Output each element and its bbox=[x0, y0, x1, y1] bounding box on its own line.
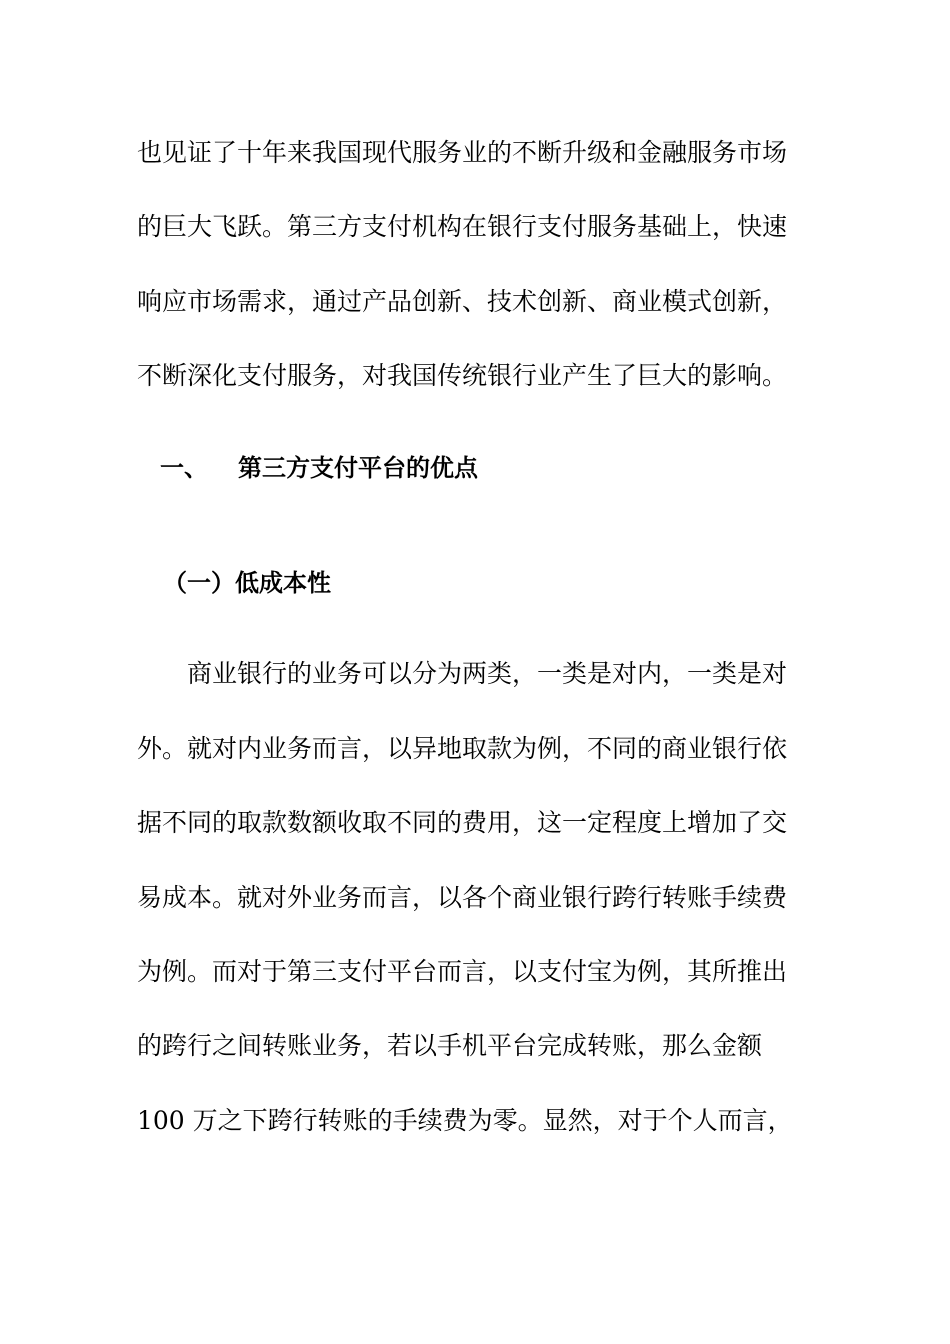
paragraph-line: 的跨行之间转账业务，若以手机平台完成转账，那么金额 bbox=[137, 1031, 763, 1060]
paragraph-line: 为例。而对于第三支付平台而言，以支付宝为例，其所推出 bbox=[137, 957, 788, 986]
paragraph-line: 的巨大飞跃。第三方支付机构在银行支付服务基础上，快速 bbox=[137, 212, 788, 241]
paragraph-line: 不断深化支付服务，对我国传统银行业产生了巨大的影响。 bbox=[137, 361, 788, 390]
paragraph-line: 外。就对内业务而言，以异地取款为例，不同的商业银行依 bbox=[137, 734, 788, 763]
section-number: 一、 bbox=[160, 454, 208, 482]
paragraph-line: 商业银行的业务可以分为两类，一类是对内，一类是对 bbox=[162, 659, 788, 688]
paragraph-line: 易成本。就对外业务而言，以各个商业银行跨行转账手续费 bbox=[137, 883, 788, 912]
paragraph-line: 据不同的取款数额收取不同的费用，这一定程度上增加了交 bbox=[137, 808, 788, 837]
section-title: 第三方支付平台的优点 bbox=[238, 454, 478, 482]
subsection-heading: （一）低成本性 bbox=[163, 569, 331, 597]
section-heading bbox=[160, 453, 478, 483]
paragraph-line: 100 万之下跨行转账的手续费为零。显然，对于个人而言， bbox=[137, 1106, 793, 1135]
paragraph-line: 也见证了十年来我国现代服务业的不断升级和金融服务市场 bbox=[137, 138, 788, 167]
paragraph-line: 响应市场需求，通过产品创新、技术创新、商业模式创新， bbox=[137, 287, 788, 316]
